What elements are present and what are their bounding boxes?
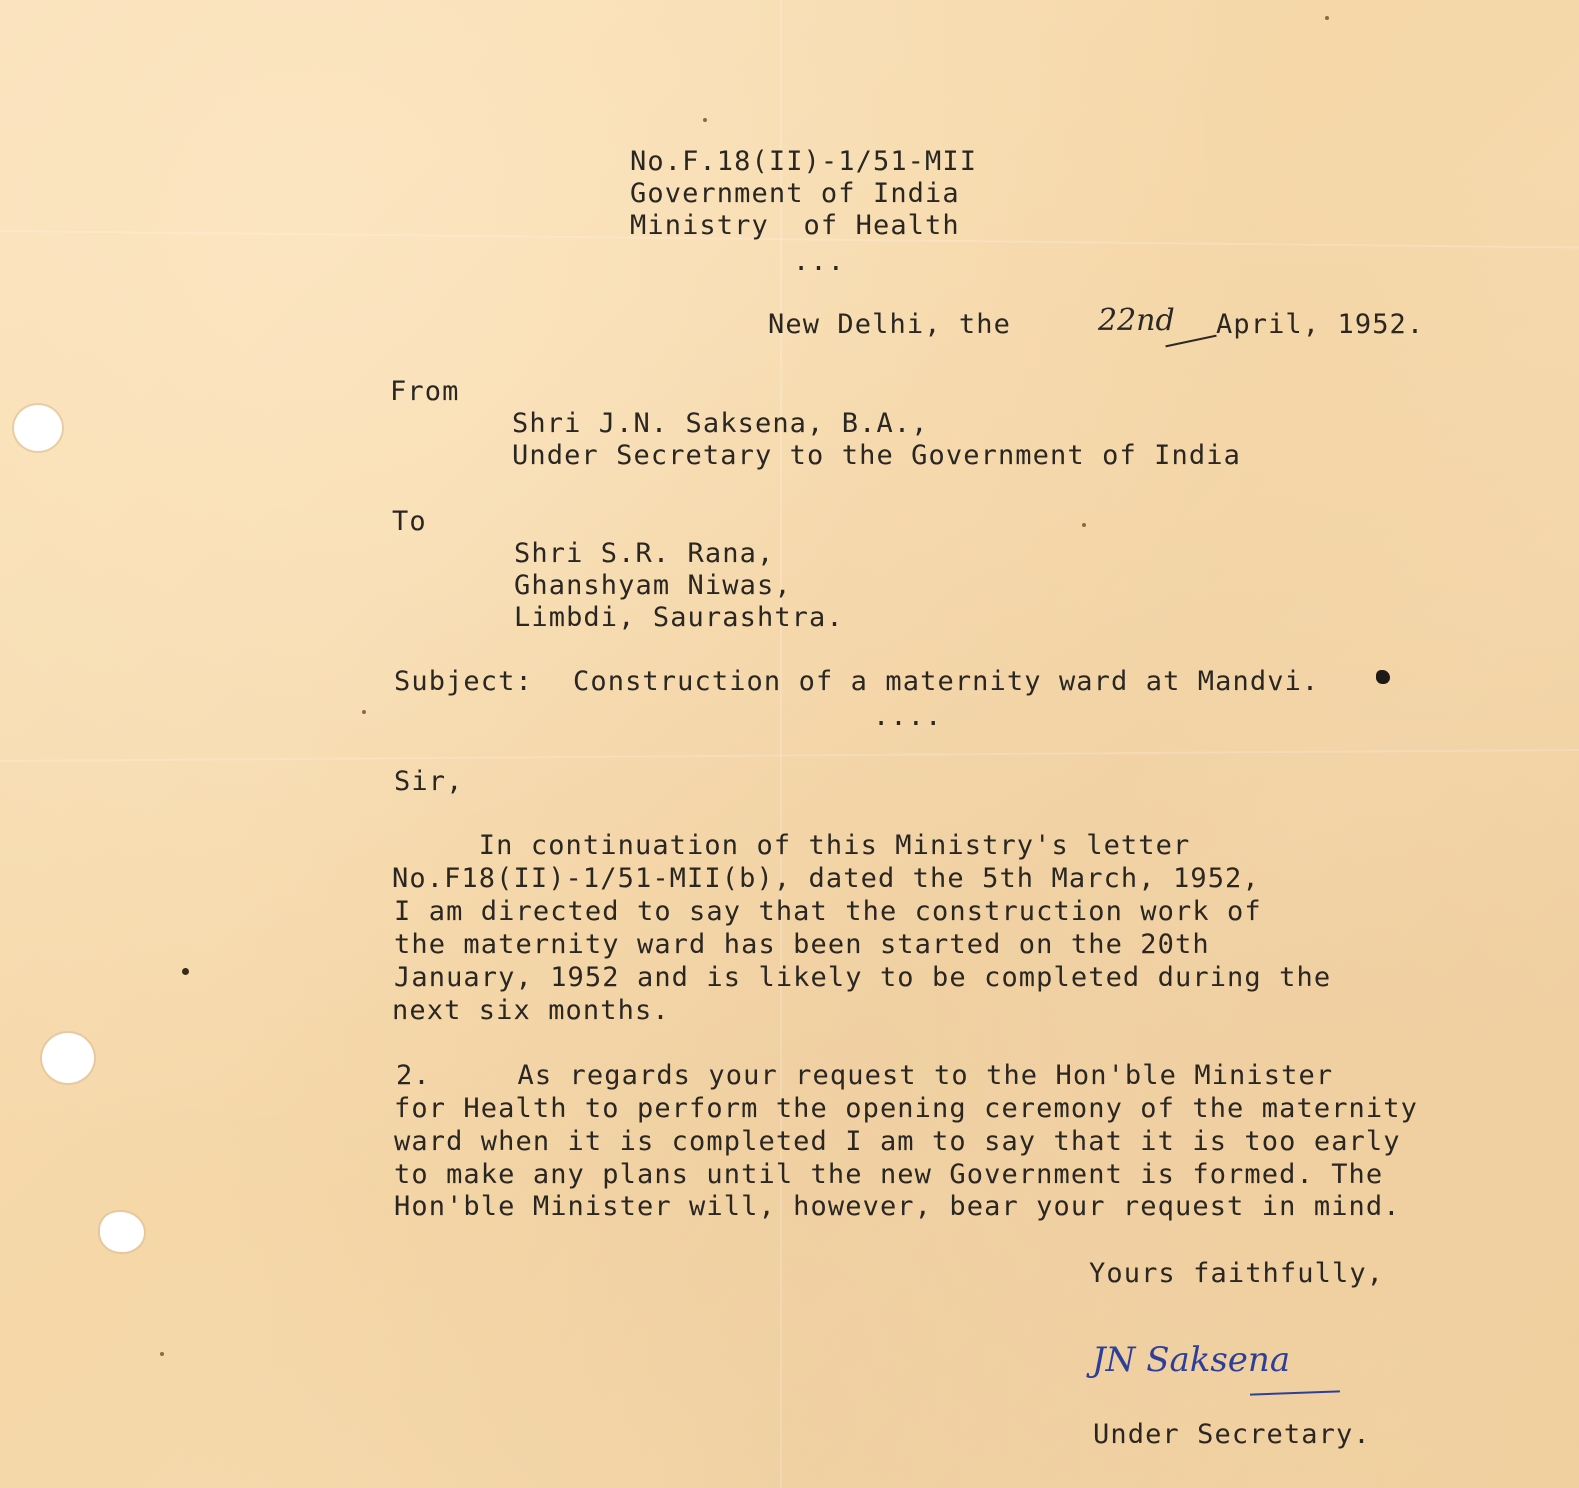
recipient-line: Limbdi, Saurashtra. [514,602,844,633]
punch-hole [14,405,62,451]
recipient-line: Shri S.R. Rana, [514,538,775,569]
ink-speck [1325,16,1329,20]
paragraph-1-line: the maternity ward has been started on the 20th [394,929,1210,960]
paragraph-1-line: No.F18(II)-1/51-MII(b), dated the 5th March, 1952, [392,863,1260,894]
punch-hole [42,1033,94,1083]
to-label: To [392,506,427,537]
government-name: Government of India [630,178,960,209]
recipient-line: Ghanshyam Niwas, [514,570,792,601]
ministry-name: Ministry of Health [630,210,960,241]
closing: Yours faithfully, [1089,1258,1385,1289]
paragraph-2-line: Hon'ble Minister will, however, bear your request in mind. [394,1191,1401,1222]
subject-label: Subject: [394,666,533,697]
paragraph-2-line: ward when it is completed I am to say that it is too early [394,1126,1401,1157]
paper-crease [0,749,1579,762]
signatory-title: Under Secretary. [1093,1419,1371,1450]
ink-speck [703,118,707,122]
paragraph-1-line: I am directed to say that the construction work of [394,896,1262,927]
date-handwritten: 22nd [1098,303,1175,338]
date-prefix: New Delhi, the [768,309,1011,340]
file-number: No.F.18(II)-1/51-MII [630,146,978,177]
sender-designation: Under Secretary to the Government of India [512,440,1241,471]
paragraph-2-line: for Health to perform the opening ceremony of the maternity [394,1093,1418,1124]
ink-speck [160,1352,164,1356]
date-suffix: April, 1952. [1216,309,1425,340]
subject-text: Construction of a maternity ward at Mandvi. [573,666,1320,697]
paragraph-2-line: 2. As regards your request to the Hon'ble Minister [396,1060,1334,1091]
ink-speck [182,968,189,975]
sender-name: Shri J.N. Saksena, B.A., [512,408,929,439]
header-separator: ... [793,246,846,277]
paragraph-2-line: to make any plans until the new Government is formed. The [394,1159,1384,1190]
ink-speck [362,710,366,714]
ink-blot [1376,670,1390,684]
from-label: From [390,376,460,407]
subject-separator: .... [873,701,943,732]
ink-speck [1082,523,1086,527]
punch-hole [100,1212,144,1252]
paragraph-1-line: next six months. [392,995,670,1026]
signature-flourish [1250,1390,1340,1395]
paragraph-1-line: January, 1952 and is likely to be completed during the [394,962,1332,993]
salutation: Sir, [394,766,464,797]
paragraph-1-line: In continuation of this Ministry's letter [392,830,1191,861]
signature: JN Saksena [1092,1340,1291,1380]
